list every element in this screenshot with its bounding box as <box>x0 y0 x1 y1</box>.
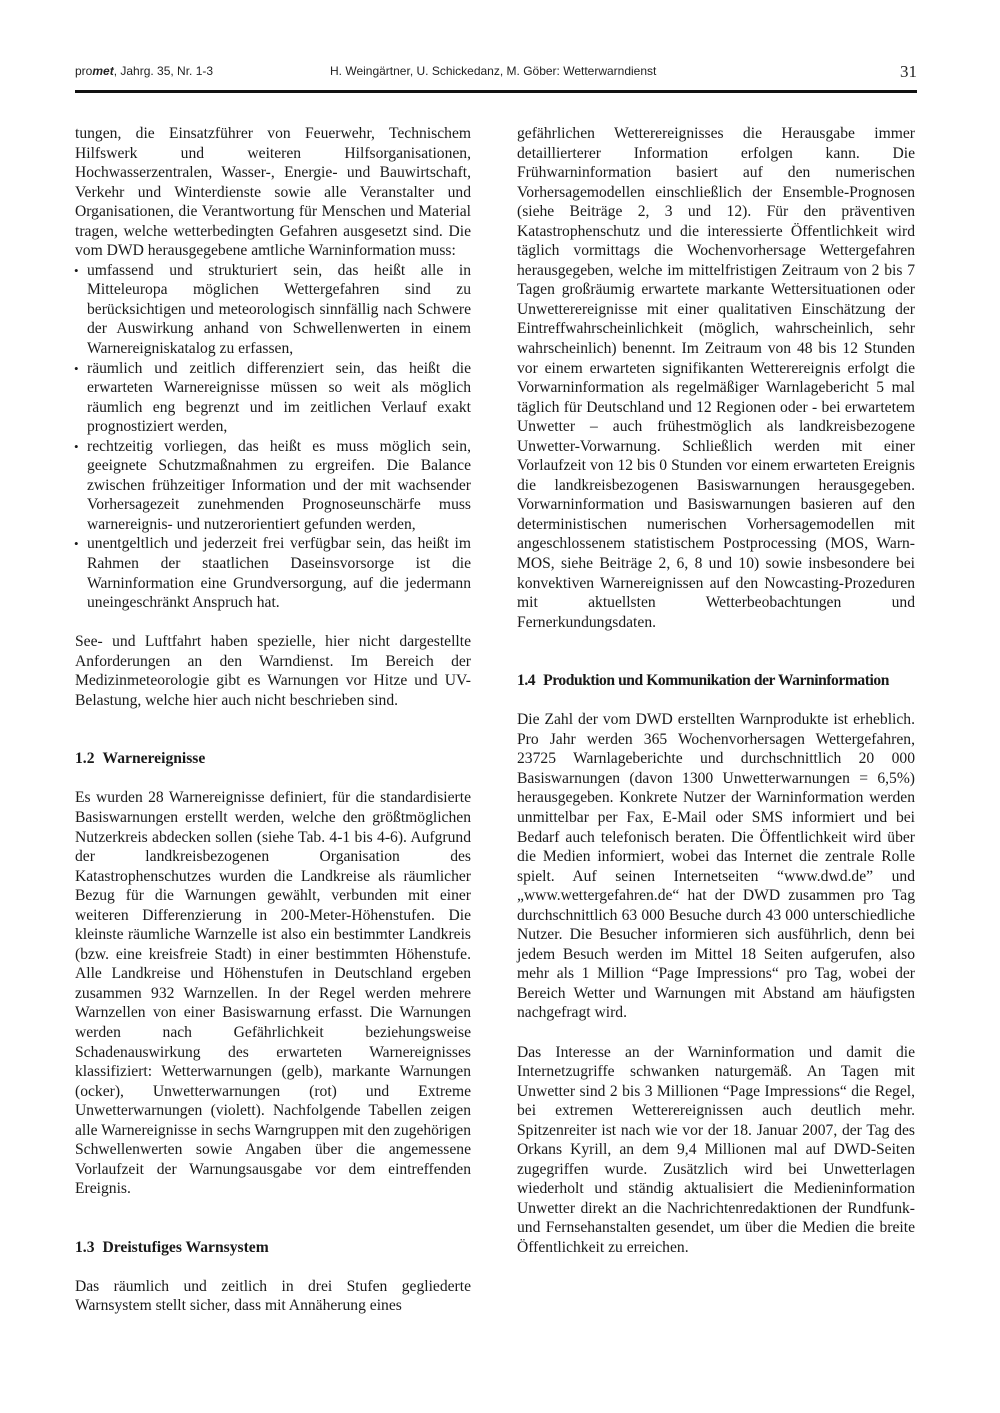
spacer <box>517 1023 915 1043</box>
section-number: 1.4 <box>517 672 536 690</box>
spacer <box>75 710 471 749</box>
spacer <box>75 1199 471 1238</box>
paragraph-production-2: Das Interesse an der Warninformation und damit die Internetzugriffe schwanken naturgemäß. An Tagen mit Unwetter sind 2 bis 3 Millionen “Page Impressions“ die Regel, bei extremen Wetterereignissen auch deutlich mehr. Spitzenreiter ist nach wie vor der 18. Januar 2007, der Tag des Orkans Kyrill, an dem 9,4 Millionen mal auf DWD-Seiten zugegriffen wurde. Zusätzlich wird bei Unwetterlagen wiederholt und ständig aktualisiert die Medieninformation Unwetter direkt an die Nachrichtenredaktionen der Rundfunk- und Fernsehanstalten gesendet, um über die Medien die breite Öffentlichkeit zu erreichen. <box>517 1043 915 1256</box>
paragraph-production-1: Die Zahl der vom DWD erstellten Warnprodukte ist erheblich. Pro Jahr werden 365 Wochenvorhersagen Wettergefahren, 23725 Warnlageberichte und durchschnittlich 20 000 Basiswarnungen (davon 1300 Unwetterwarnungen = 6,5%) herausgegeben. Konkrete Nutzer der Warninformation werden unmittelbar per Fax, E-Mail oder SMS informiert und bei Bedarf auch telefonisch beraten. Die Öffentlichkeit wird über die Medien informiert, wobei das Internet die zentrale Rolle spielt. Auf seinen Internetseiten “www.dwd.de” und „www.wettergefahren.de“ hat der DWD zusammen pro Tag durchschnittlich 63 000 Besuche durch 43 000 unterschiedliche Nutzer. Die Besucher informieren sich ausführlich, denn bei jedem Besuch werden im Mittel 18 Seiten aufgerufen, also mehr als 1 Million “Page Impressions“ pro Tag, wobei der Bereich Wetter und Warnungen mit Abstand am häufigsten nachgefragt wird. <box>517 711 915 1022</box>
section-title: Dreistufiges Warnsystem <box>102 1238 269 1256</box>
paragraph-warnereignisse: Es wurden 28 Warnereignisse definiert, für die standardisierte Basiswarnungen erstellt werden, welche den größtmöglichen Nutzerkreis abdecken sollen (siehe Tab. 4-1 bis 4-6). Aufgrund der landkreisbezogenen Organisation des Katastrophenschutzes wurden die Landkreise als räumlicher Bezug für die Warnungen gewählt, verbunden mit einer weiteren Differenzierung in 200-Meter-Höhenstufen. Die kleinste räumliche Warnzelle ist also ein bestimmter Landkreis (bzw. eine kreisfreie Stadt) in einer bestimmten Höhenstufe. Alle Landkreise und Höhenstufen in Deutschland ergeben zusammen 932 Warnzellen. In der Regel werden mehrere Warnzellen von einer Basiswarnung erfasst. Die Warnungen werden nach Gefährlichkeit beziehungsweise Schadenauswirkung des erwarteten Warnereignisses klassifiziert: Wetterwarnungen (gelb), markante Warnungen (ocker), Unwetterwarnungen (rot) und Extreme Unwetterwarnungen (violett). Nachfolgende Tabellen zeigen alle Warnereignisse in sechs Warngruppen mit den zugehörigen Schwellenwerten sowie Angaben über die angemessene Vorlaufzeit der Warnungsausgabe vor dem eintreffenden Ereignis. <box>75 789 471 1198</box>
spacer <box>75 613 471 633</box>
journal-emphasis: met <box>92 64 114 78</box>
intro-paragraph: tungen, die Einsatzführer von Feuerwehr, Technischem Hilfswerk und weiteren Hilfsorganisationen, Hochwasserzentralen, Wasser-, Energie- und Bauwirtschaft, Verkehr und Winterdienste sowie alle Veranstalter und Organisationen, die Verantwortung für Menschen und Material tragen, welche wetterbedingten Gefahren ausgesetzt sind. Die vom DWD herausgegebene amtliche Warninformation muss: <box>75 125 471 260</box>
spacer <box>75 1257 471 1277</box>
paragraph-see-luftfahrt: See- und Luftfahrt haben spezielle, hier nicht dargestellte Anforderungen an den Warndienst. Im Bereich der Medizinmeteorologie gibt es Warnungen vor Hitze und UV-Belastung, welche hier auch nicht beschrieben sind. <box>75 633 471 709</box>
spacer <box>517 632 915 671</box>
list-item: • räumlich und zeitlich differenziert sein, das heißt die erwarteten Warnereignisse müssen so weit als möglich räumlich eng begrenzt und im zeitlichen Verlauf exakt prognostiziert werden, <box>75 359 471 437</box>
paragraph-continuation: gefährlichen Wetterereignisses die Herausgabe immer detaillierterer Information erfolgen kann. Die Frühwarninformation basiert auf den numerischen Vorhersagemodellen einschließlich der Ensemble-Prognosen (siehe Beiträge 2, 3 und 12). Für den präventiven Katastrophenschutz und die interessierte Öffentlichkeit wird täglich vormittags die Wochenvorhersage Wettergefahren herausgegeben, welche im mittelfristigen Zeitraum von 2 bis 7 Tagen großräumig erwartete markante Wettersituationen oder Unwetterereignisse mit einer qualitativen Einschätzung der Eintreffwahrscheinlichkeit (möglich, wahrscheinlich, sehr wahrscheinlich) benennt. Im Zeitraum von 48 bis 12 Stunden vor einem erwarteten signifikanten Wetterereignis erfolgt die Vorwarninformation als regelmäßiger Warnlagebericht 5 mal täglich für Deutschland und 12 Regionen oder - bei erwartetem Unwetter – auch frühestmöglich als landkreisbezogene Unwetter-Vorwarnung. Schließlich werden mit einer Vorlaufzeit von 12 bis 0 Stunden vor einem erwarteten Ereignis die landkreisbezogenen Basiswarnungen herausgegeben. Vorwarninformation und Basiswarnungen basieren auf den deterministischen numerischen Vorhersagemodellen mit angeschlossenem statistischem Postprocessing (MOS, Warn-MOS, siehe Beiträge 2, 6, 8 und 10) sowie insbesondere bei konvektiven Warnereignissen auf den Nowcasting-Prozeduren mit aktuellsten Wetterbeobachtungen und Fernerkundungsdaten. <box>517 125 915 631</box>
spacer <box>75 769 471 789</box>
journal-citation <box>75 64 213 78</box>
requirements-list <box>75 261 471 613</box>
section-title: Warnereignisse <box>102 750 206 768</box>
section-number: 1.2 <box>75 750 95 768</box>
running-header <box>75 62 917 82</box>
section-heading-1-4 <box>517 671 915 691</box>
paragraph-warnsystem: Das räumlich und zeitlich in drei Stufen gegliederte Warnsystem stellt sicher, dass mit Annäherung eines <box>75 1277 471 1315</box>
spacer <box>517 691 915 711</box>
list-item: • umfassend und strukturiert sein, das heißt alle in Mitteleuropa möglichen Wettergefahren sind zu berücksichtigen und meteorologisch sinnfällig nach Schwere der Auswirkung anhand von Schwellenwerten in einem Warnereigniskatalog zu erfassen, <box>75 261 471 359</box>
authors-title: H. Weingärtner, U. Schickedanz, M. Göber: Wetterwarndienst <box>330 64 657 78</box>
journal-prefix: pro <box>75 64 93 78</box>
journal-issue: , Jahrg. 35, Nr. 1-3 <box>113 64 214 78</box>
header-rule <box>75 90 917 93</box>
page-number: 31 <box>900 62 917 81</box>
left-column <box>75 124 471 1316</box>
right-column <box>517 124 915 1258</box>
section-heading-1-3 <box>75 1238 471 1258</box>
list-item: • unentgeltlich und jederzeit frei verfügbar sein, das heißt im Rahmen der staatlichen Daseinsvorsorge ist die Warninformation eine Grundversorgung, auf die jedermann uneingeschränkt Anspruch hat. <box>75 534 471 612</box>
section-number: 1.3 <box>75 1238 95 1256</box>
section-heading-1-2 <box>75 749 471 769</box>
list-item: • rechtzeitig vorliegen, das heißt es muss möglich sein, geeignete Schutzmaßnahmen zu ergreifen. Die Balance zwischen frühzeitiger Information und der mit wachsender Vorhersagezeit zunehmenden Prognoseunschärfe muss warnereignis- und nutzerorientiert gefunden werden, <box>75 437 471 535</box>
section-title: Produktion und Kommunikation der Warninformation <box>543 672 889 690</box>
